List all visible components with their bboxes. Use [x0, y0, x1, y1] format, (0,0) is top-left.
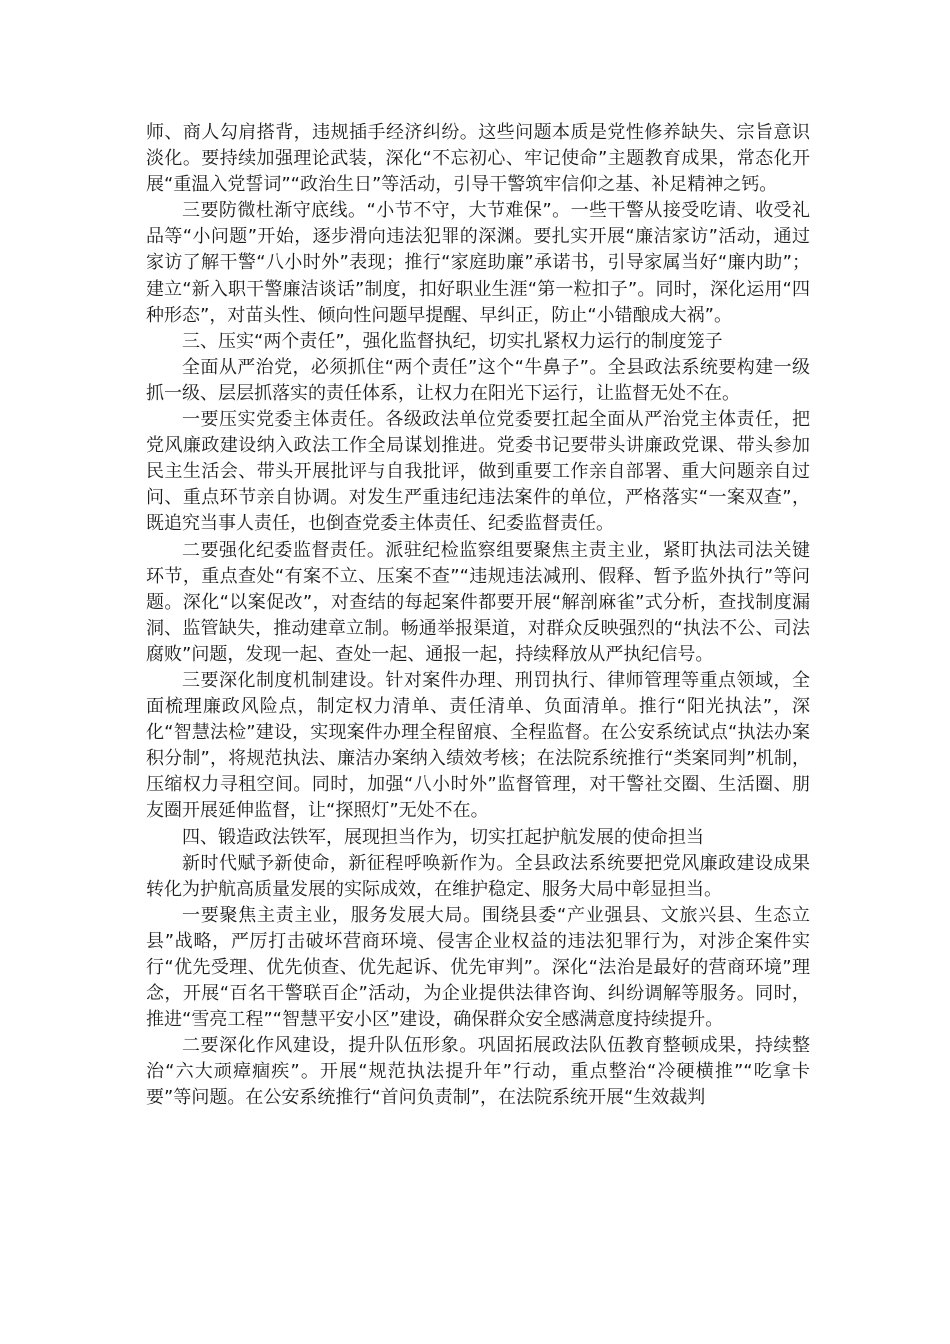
paragraph-third-point: 三要防微杜渐守底线。“小节不守，大节难保”。一些干警从接受吃请、收受礼品等“小问题”开始，逐步滑向违法犯罪的深渊。要扎实开展“廉洁家访”活动，通过家访了解干警“八小时外”表现；推行“家庭助廉”承诺书，引导家属当好“廉内助”；建立“新入职干警廉洁谈话”制度，扣好职业生涯“第一粒扣子”。同时，深化运用“四种形态”，对苗头性、倾向性问题早提醒、早纠正，防止“小错酿成大祸”。: [146, 200, 810, 326]
paragraph-section-three-intro: 全面从严治党，必须抓住“两个责任”这个“牛鼻子”。全县政法系统要构建一级抓一级、层层抓落实的责任体系，让权力在阳光下运行，让监督无处不在。: [146, 356, 810, 404]
section-heading-three: 三、压实“两个责任”，强化监督执纪，切实扎紧权力运行的制度笼子: [182, 330, 723, 352]
paragraph-serve-development: 一要聚焦主责主业，服务发展大局。围绕县委“产业强县、文旅兴县、生态立县”战略，严厉打击破坏营商环境、侵害企业权益的违法犯罪行为，对涉企案件实行“优先受理、优先侦查、优先起诉、优先审判”。深化“法治是最好的营商环境”理念，开展“百名干警联百企”活动，为企业提供法律咨询、纠纷调解等服务。同时，推进“雪亮工程”“智慧平安小区”建设，确保群众安全感满意度持续提升。: [146, 904, 810, 1031]
document-body: [146, 120, 810, 1112]
paragraph-discipline-committee: 二要强化纪委监督责任。派驻纪检监察组要聚焦主责主业，紧盯执法司法关键环节，重点查处“有案不立、压案不查”“违规违法减刑、假释、暂予监外执行”等问题。深化“以案促改”，对查结的每起案件都要开展“解剖麻雀”式分析，查找制度漏洞、监管缺失，推动建章立制。畅通举报渠道，对群众反映强烈的“执法不公、司法腐败”问题，发现一起、查处一起、通报一起，持续释放从严执纪信号。: [146, 539, 810, 665]
paragraph-work-style: 二要深化作风建设，提升队伍形象。巩固拓展政法队伍教育整顿成果，持续整治“六大顽瘴痼疾”。开展“规范执法提升年”行动，重点整治“冷硬横推”“吃拿卡要”等问题。在公安系统推行“首问负责制”，在法院系统开展“生效裁判: [146, 1035, 810, 1109]
paragraph-section-four-intro: 新时代赋予新使命，新征程呼唤新作为。全县政法系统要把党风廉政建设成果转化为护航高质量发展的实际成效，在维护稳定、服务大局中彰显担当。: [146, 852, 810, 900]
paragraph-institution-building: 三要深化制度机制建设。针对案件办理、刑罚执行、律师管理等重点领域，全面梳理廉政风险点，制定权力清单、责任清单、负面清单。推行“阳光执法”，深化“智慧法检”建设，实现案件办理全程留痕、全程监督。在公安系统试点“执法办案积分制”，将规范执法、廉洁办案纳入绩效考核；在法院系统推行“类案同判”机制，压缩权力寻租空间。同时，加强“八小时外”监督管理，对干警社交圈、生活圈、朋友圈开展延伸监督，让“探照灯”无处不在。: [146, 669, 810, 822]
section-heading-four: 四、锻造政法铁军，展现担当作为，切实扛起护航发展的使命担当: [182, 826, 704, 848]
paragraph-party-committee: 一要压实党委主体责任。各级政法单位党委要扛起全面从严治党主体责任，把党风廉政建设纳入政法工作全局谋划推进。党委书记要带头讲廉政党课、带头参加民主生活会、带头开展批评与自我批评，做到重要工作亲自部署、重大问题亲自过问、重点环节亲自协调。对发生严重违纪违法案件的单位，严格落实“一案双查”，既追究当事人责任，也倒查党委主体责任、纪委监督责任。: [146, 409, 810, 535]
paragraph-continuation: 师、商人勾肩搭背，违规插手经济纠纷。这些问题本质是党性修养缺失、宗旨意识淡化。要持续加强理论武装，深化“不忘初心、牢记使命”主题教育成果，常态化开展“重温入党誓词”“政治生日”等活动，引导干警筑牢信仰之基、补足精神之钙。: [146, 122, 810, 196]
